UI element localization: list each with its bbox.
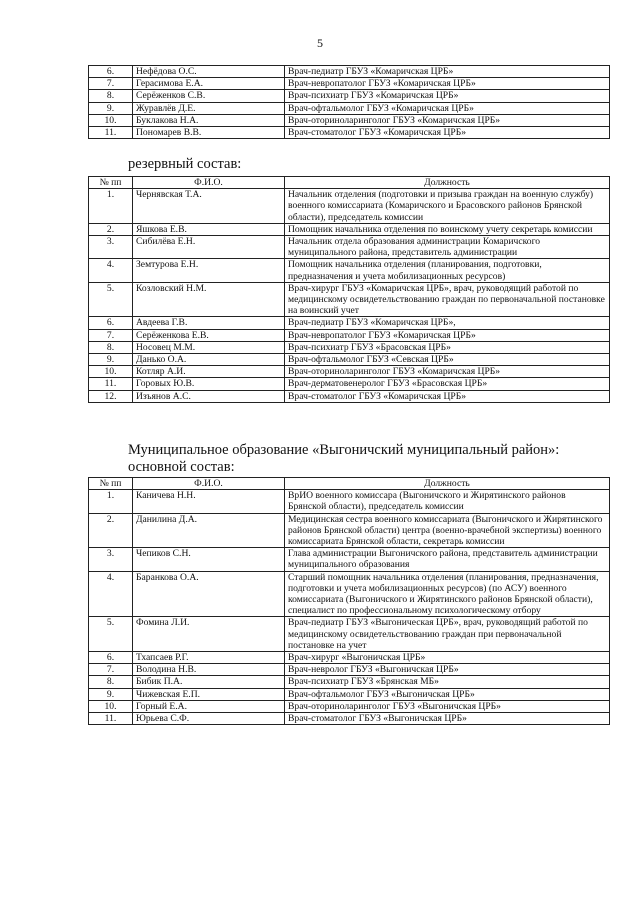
row-number: 4. xyxy=(89,571,133,617)
row-name: Чернявская Т.А. xyxy=(133,189,285,224)
row-number: 8. xyxy=(89,341,133,353)
row-position: Помощник начальника отделения по воинскому учету секретарь комиссии xyxy=(285,223,610,235)
table-reserve-composition xyxy=(88,176,610,403)
page-number: 5 xyxy=(317,36,323,50)
row-number: 7. xyxy=(89,664,133,676)
row-number: 7. xyxy=(89,78,133,90)
row-number: 5. xyxy=(89,282,133,317)
table-row xyxy=(89,223,610,235)
row-name: Изъянов А.С. xyxy=(133,390,285,402)
row-number: 8. xyxy=(89,676,133,688)
row-number: 9. xyxy=(89,102,133,114)
table-row xyxy=(89,378,610,390)
row-position: Врач-невропатолог ГБУЗ «Комаричская ЦРБ» xyxy=(285,329,610,341)
table-row xyxy=(89,617,610,652)
row-number: 10. xyxy=(89,114,133,126)
row-number: 6. xyxy=(89,317,133,329)
table-row xyxy=(89,354,610,366)
row-position: Врач-невропатолог ГБУЗ «Комаричская ЦРБ» xyxy=(285,78,610,90)
row-name: Каничева Н.Н. xyxy=(133,490,285,513)
table-main-composition xyxy=(88,477,610,725)
row-name: Фомина Л.И. xyxy=(133,617,285,652)
table-row xyxy=(89,571,610,617)
table-row xyxy=(89,513,610,548)
row-position: Врач-стоматолог ГБУЗ «Выгоничская ЦРБ» xyxy=(285,713,610,725)
row-name: Данилина Д.А. xyxy=(133,513,285,548)
row-name: Чижевская Е.П. xyxy=(133,688,285,700)
row-position: Врач-невролог ГБУЗ «Выгоничская ЦРБ» xyxy=(285,664,610,676)
row-position: Старший помощник начальника отделения (планирования, предназначения, подготовки и учета мобилизационных ресурсов) (по АСУ) военного комиссариата (Выгоничского и Жирятинского районов Брянской области), специалист по профессиональному психологическому отбору xyxy=(285,571,610,617)
row-name: Серёженкова Е.В. xyxy=(133,329,285,341)
row-name: Баранкова О.А. xyxy=(133,571,285,617)
header-position: Должность xyxy=(285,177,610,189)
row-position: Врач-оториноларинголог ГБУЗ «Выгоничская ЦРБ» xyxy=(285,700,610,712)
row-name: Горный Е.А. xyxy=(133,700,285,712)
row-position: Врач-хирург «Выгоничская ЦРБ» xyxy=(285,652,610,664)
table-main-body xyxy=(89,490,610,725)
row-name: Чепиков С.Н. xyxy=(133,548,285,571)
row-number: 10. xyxy=(89,700,133,712)
reserve-caption: резервный состав: xyxy=(128,156,242,172)
row-number: 1. xyxy=(89,189,133,224)
row-name: Данько О.А. xyxy=(133,354,285,366)
table-row xyxy=(89,548,610,571)
table-header-row xyxy=(89,177,610,189)
header-num: № пп xyxy=(89,177,133,189)
municipal-caption: Муниципальное образование «Выгоничский муниципальный район»: xyxy=(128,442,560,458)
row-position: Врач-оториноларинголог ГБУЗ «Комаричская ЦРБ» xyxy=(285,366,610,378)
row-name: Сибилёва Е.Н. xyxy=(133,236,285,259)
row-name: Земтурова Е.Н. xyxy=(133,259,285,282)
header-position: Должность xyxy=(285,478,610,490)
row-name: Котляр А.И. xyxy=(133,366,285,378)
row-number: 11. xyxy=(89,127,133,139)
table-row xyxy=(89,700,610,712)
row-number: 7. xyxy=(89,329,133,341)
row-number: 3. xyxy=(89,236,133,259)
row-number: 9. xyxy=(89,354,133,366)
row-position: Врач-офтальмолог ГБУЗ «Выгоничская ЦРБ» xyxy=(285,688,610,700)
row-position: Врач-стоматолог ГБУЗ «Комаричская ЦРБ» xyxy=(285,390,610,402)
row-number: 6. xyxy=(89,652,133,664)
row-position: Врач-педиатр ГБУЗ «Выгоническая ЦРБ», врач, руководящий работой по медицинскому освидетельствованию граждан при первоначальной постановке на учет xyxy=(285,617,610,652)
row-number: 12. xyxy=(89,390,133,402)
row-name: Бибик П.А. xyxy=(133,676,285,688)
row-number: 10. xyxy=(89,366,133,378)
row-position: Врач-психиатр ГБУЗ «Брасовская ЦРБ» xyxy=(285,341,610,353)
table-row xyxy=(89,66,610,78)
header-name: Ф.И.О. xyxy=(133,177,285,189)
table-row xyxy=(89,341,610,353)
row-position: Врач-педиатр ГБУЗ «Комаричская ЦРБ» xyxy=(285,66,610,78)
row-number: 2. xyxy=(89,513,133,548)
table-row xyxy=(89,688,610,700)
table-top-body xyxy=(89,66,610,139)
table-row xyxy=(89,490,610,513)
row-position: Медицинская сестра военного комиссариата (Выгоничского и Жирятинского районов Брянской области) центра (военно-врачебной экспертизы) военного комиссариата Брянской области, секретарь комиссии xyxy=(285,513,610,548)
row-number: 4. xyxy=(89,259,133,282)
table-row xyxy=(89,189,610,224)
row-name: Журавлёв Д.Е. xyxy=(133,102,285,114)
row-name: Володина Н.В. xyxy=(133,664,285,676)
row-position: Врач-педиатр ГБУЗ «Комаричская ЦРБ», xyxy=(285,317,610,329)
row-number: 8. xyxy=(89,90,133,102)
row-number: 9. xyxy=(89,688,133,700)
row-position: Врач-стоматолог ГБУЗ «Комаричская ЦРБ» xyxy=(285,127,610,139)
row-name: Серёженков С.В. xyxy=(133,90,285,102)
table-row xyxy=(89,317,610,329)
row-position: Врач-хирург ГБУЗ «Комаричская ЦРБ», врач, руководящий работой по медицинскому освидетельствованию граждан по первоначальной постановке на воинский учет xyxy=(285,282,610,317)
table-row xyxy=(89,236,610,259)
row-position: Начальник отдела образования администрации Комаричского муниципального района, представитель администрации xyxy=(285,236,610,259)
row-number: 11. xyxy=(89,713,133,725)
row-number: 5. xyxy=(89,617,133,652)
row-name: Яшкова Е.В. xyxy=(133,223,285,235)
row-name: Герасимова Е.А. xyxy=(133,78,285,90)
header-num: № пп xyxy=(89,478,133,490)
table-row xyxy=(89,676,610,688)
row-position: Врач-психиатр ГБУЗ «Брянская МБ» xyxy=(285,676,610,688)
row-name: Авдеева Г.В. xyxy=(133,317,285,329)
row-name: Пономарев В.В. xyxy=(133,127,285,139)
table-reserve-body xyxy=(89,189,610,403)
row-number: 6. xyxy=(89,66,133,78)
row-position: Врач-офтальмолог ГБУЗ «Севская ЦРБ» xyxy=(285,354,610,366)
row-position: ВрИО военного комиссара (Выгоничского и Жирятинского районов Брянской области), председатель комиссии xyxy=(285,490,610,513)
row-position: Врач-офтальмолог ГБУЗ «Комаричская ЦРБ» xyxy=(285,102,610,114)
table-row xyxy=(89,366,610,378)
row-position: Врач-психиатр ГБУЗ «Комаричская ЦРБ» xyxy=(285,90,610,102)
row-number: 11. xyxy=(89,378,133,390)
row-position: Глава администрации Выгоничского района, представитель администрации муниципального образования xyxy=(285,548,610,571)
main-caption: основной состав: xyxy=(128,459,235,475)
row-name: Нефёдова О.С. xyxy=(133,66,285,78)
row-name: Носовец М.М. xyxy=(133,341,285,353)
row-name: Юрьева С.Ф. xyxy=(133,713,285,725)
table-row xyxy=(89,713,610,725)
row-number: 3. xyxy=(89,548,133,571)
row-name: Буклакова Н.А. xyxy=(133,114,285,126)
row-name: Козловский Н.М. xyxy=(133,282,285,317)
row-name: Тхапсаев Р.Г. xyxy=(133,652,285,664)
table-row xyxy=(89,390,610,402)
row-position: Начальник отделения (подготовки и призыва граждан на военную службу) военного комиссариата (Комаричского и Брасовского районов Брянской области), председатель комиссии xyxy=(285,189,610,224)
row-number: 1. xyxy=(89,490,133,513)
row-position: Врач-дерматовенеролог ГБУЗ «Брасовская ЦРБ» xyxy=(285,378,610,390)
row-position: Помощник начальника отделения (планирования, подготовки, предназначения и учета мобилизационных ресурсов) xyxy=(285,259,610,282)
row-number: 2. xyxy=(89,223,133,235)
table-row xyxy=(89,114,610,126)
table-row xyxy=(89,259,610,282)
table-row xyxy=(89,102,610,114)
row-name: Горовых Ю.В. xyxy=(133,378,285,390)
table-row xyxy=(89,664,610,676)
table-row xyxy=(89,127,610,139)
table-row xyxy=(89,78,610,90)
table-top-composition xyxy=(88,65,610,139)
table-row xyxy=(89,329,610,341)
table-row xyxy=(89,90,610,102)
table-header-row xyxy=(89,478,610,490)
table-row xyxy=(89,282,610,317)
table-row xyxy=(89,652,610,664)
header-name: Ф.И.О. xyxy=(133,478,285,490)
row-position: Врач-оториноларинголог ГБУЗ «Комаричская ЦРБ» xyxy=(285,114,610,126)
